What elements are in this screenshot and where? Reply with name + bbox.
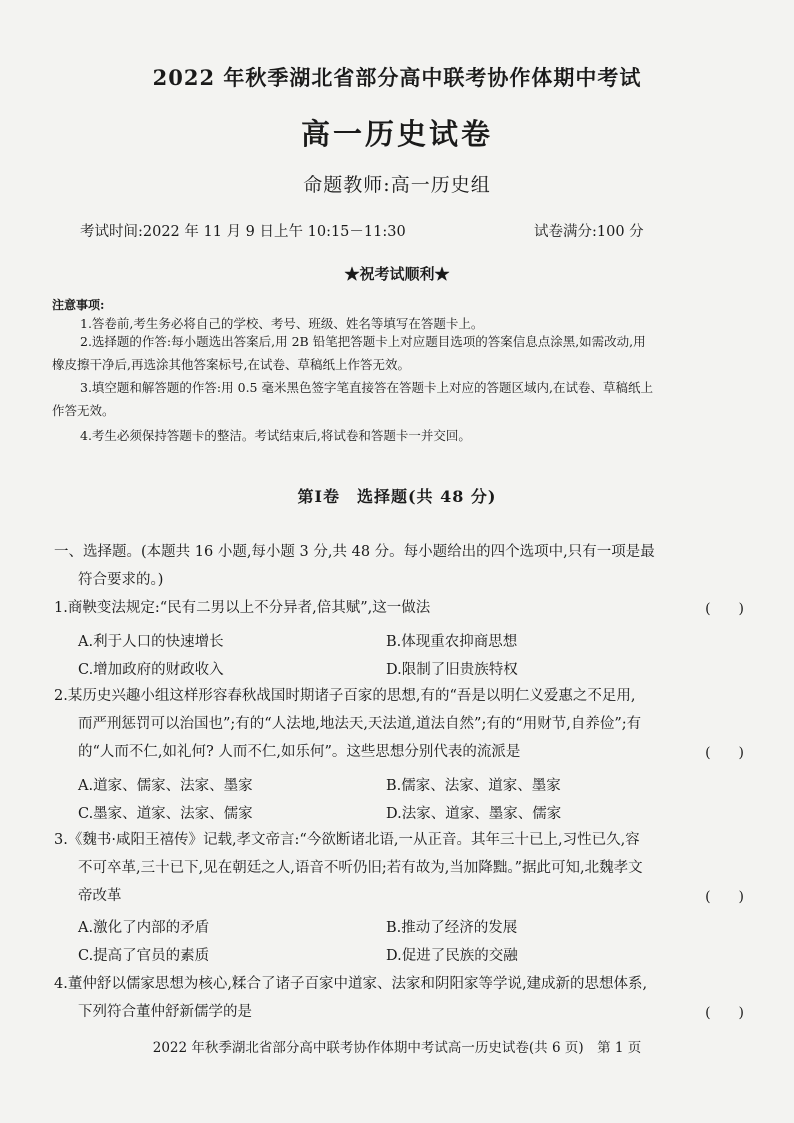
q4-line-1: 4.董仲舒以儒家思想为核心,糅合了诸子百家中道家、法家和阴阳家等学说,建成新的思想体系, (54, 976, 648, 992)
q3-option-a: A.激化了内部的矛盾 (78, 920, 210, 936)
q1-stem: 1.商鞅变法规定:“民有二男以上不分异者,倍其赋”,这一做法 (54, 600, 431, 616)
q3-line-2: 不可卒革,三十已下,见在朝廷之人,语音不听仍旧;若有故为,当加降黜。”据此可知,北魏孝文 (78, 860, 643, 876)
q3-option-d: D.促进了民族的交融 (386, 948, 518, 964)
q1-option-d: D.限制了旧贵族特权 (386, 662, 518, 678)
q2-line-2: 而严刑惩罚可以治国也”;有的“人法地,地法天,天法道,道法自然”;有的“用财节,自养俭”;有 (78, 716, 642, 732)
author-line: 命题教师:高一历史组 (303, 174, 491, 196)
note-2b: 橡皮擦干净后,再选涂其他答案标号,在试卷、草稿纸上作答无效。 (52, 357, 410, 372)
q2-answer-paren: ( ) (705, 745, 744, 761)
q3-line-3: 帝改革 (78, 888, 122, 904)
q4-answer-paren: ( ) (705, 1005, 744, 1021)
q3-line-1: 3.《魏书·咸阳王禧传》记载,孝文帝言:“今欲断诸北语,一从正音。其年三十已上,习性已久,容 (54, 832, 640, 848)
note-4: 4.考生必须保持答题卡的整洁。考试结束后,将试卷和答题卡一并交回。 (80, 428, 471, 443)
q2-line-3: 的“人而不仁,如礼何? 人而不仁,如乐何”。这些思想分别代表的流派是 (78, 744, 521, 760)
q1-option-b: B.体现重农抑商思想 (386, 634, 518, 650)
good-luck: ★祝考试顺利★ (344, 265, 450, 283)
q2-option-b: B.儒家、法家、道家、墨家 (386, 778, 561, 794)
intro-line-1: 一、选择题。(本题共 16 小题,每小题 3 分,共 48 分。每小题给出的四个选项中,只有一项是最 (54, 544, 655, 560)
exam-title: 2022 年秋季湖北省部分高中联考协作体期中考试 (152, 65, 642, 90)
q1-option-c: C.增加政府的财政收入 (78, 662, 224, 678)
q2-line-1: 2.某历史兴趣小组这样形容春秋战国时期诸子百家的思想,有的“吾是以明仁义爱惠之不足用, (54, 688, 636, 704)
section-heading: 第Ⅰ卷 选择题(共 48 分) (297, 487, 497, 506)
q4-line-2: 下列符合董仲舒新儒学的是 (78, 1004, 252, 1020)
q3-option-b: B.推动了经济的发展 (386, 920, 518, 936)
q2-option-c: C.墨家、道家、法家、儒家 (78, 806, 253, 822)
q3-option-c: C.提高了官员的素质 (78, 948, 210, 964)
note-3b: 作答无效。 (52, 403, 115, 418)
intro-line-2: 符合要求的。) (78, 572, 164, 588)
note-2a: 2.选择题的作答:每小题选出答案后,用 2B 铅笔把答题卡上对应题目选项的答案信息点涂黑,如需改动,用 (80, 334, 646, 349)
note-3a: 3.填空题和解答题的作答:用 0.5 毫米黑色签字笔直接答在答题卡上对应的答题区域内,在试卷、草稿纸上 (80, 380, 653, 395)
exam-time: 考试时间:2022 年 11 月 9 日上午 10:15－11:30 (80, 224, 406, 240)
page-footer: 2022 年秋季湖北省部分高中联考协作体期中考试高一历史试卷(共 6 页) 第 1 页 (152, 1040, 642, 1056)
q2-option-d: D.法家、道家、墨家、儒家 (386, 806, 562, 822)
notes-title: 注意事项: (52, 298, 105, 312)
q1-option-a: A.利于人口的快速增长 (78, 634, 224, 650)
q2-option-a: A.道家、儒家、法家、墨家 (78, 778, 253, 794)
subject-title: 高一历史试卷 (300, 117, 493, 151)
note-1: 1.答卷前,考生务必将自己的学校、考号、班级、姓名等填写在答题卡上。 (80, 316, 484, 331)
q1-answer-paren: ( ) (705, 601, 744, 617)
full-score: 试卷满分:100 分 (534, 224, 644, 240)
q3-answer-paren: ( ) (705, 889, 744, 905)
